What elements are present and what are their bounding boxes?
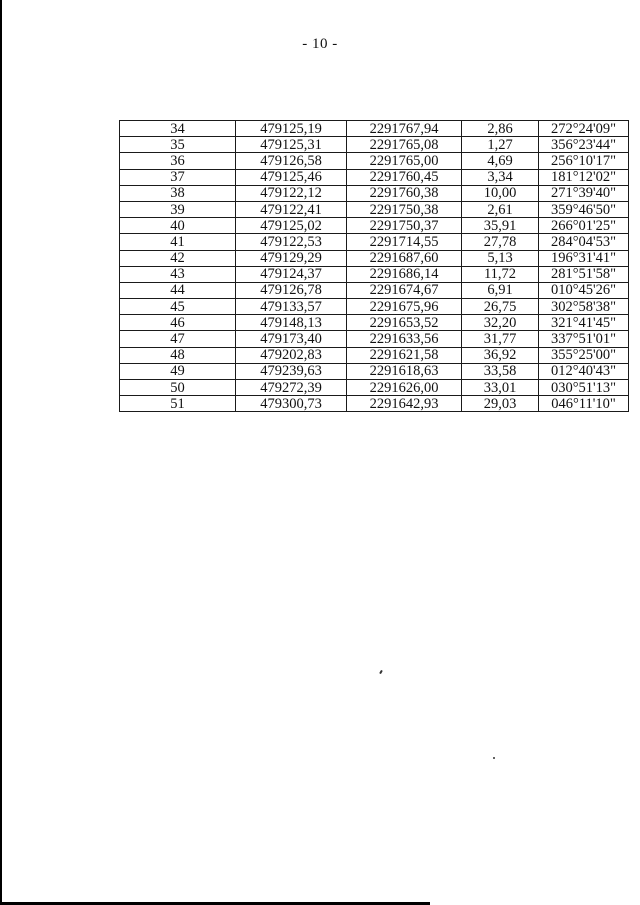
bearing-cell: 196°31'41" bbox=[539, 250, 629, 266]
point-number-cell: 50 bbox=[120, 380, 236, 396]
table-row bbox=[120, 137, 629, 153]
bearing-cell: 281°51'58" bbox=[539, 266, 629, 282]
table-row bbox=[120, 250, 629, 266]
x-coordinate-cell: 479126,58 bbox=[236, 153, 347, 169]
x-coordinate-cell: 479122,41 bbox=[236, 201, 347, 217]
length-cell: 4,69 bbox=[462, 153, 539, 169]
x-coordinate-cell: 479202,83 bbox=[236, 347, 347, 363]
bearing-cell: 046°11'10" bbox=[539, 396, 629, 412]
table-row bbox=[120, 331, 629, 347]
bearing-cell: 355°25'00" bbox=[539, 347, 629, 363]
length-cell: 33,01 bbox=[462, 380, 539, 396]
bearing-cell: 359°46'50" bbox=[539, 201, 629, 217]
y-coordinate-cell: 2291750,37 bbox=[347, 218, 462, 234]
x-coordinate-cell: 479125,46 bbox=[236, 169, 347, 185]
point-number-cell: 45 bbox=[120, 299, 236, 315]
table-row bbox=[120, 396, 629, 412]
bearing-cell: 010°45'26" bbox=[539, 282, 629, 298]
y-coordinate-cell: 2291760,45 bbox=[347, 169, 462, 185]
point-number-cell: 39 bbox=[120, 201, 236, 217]
y-coordinate-cell: 2291618,63 bbox=[347, 363, 462, 379]
bearing-cell: 256°10'17" bbox=[539, 153, 629, 169]
table-row bbox=[120, 299, 629, 315]
scan-speck bbox=[493, 757, 495, 759]
table-row bbox=[120, 121, 629, 137]
length-cell: 29,03 bbox=[462, 396, 539, 412]
y-coordinate-cell: 2291714,55 bbox=[347, 234, 462, 250]
point-number-cell: 38 bbox=[120, 185, 236, 201]
x-coordinate-cell: 479300,73 bbox=[236, 396, 347, 412]
length-cell: 31,77 bbox=[462, 331, 539, 347]
bearing-cell: 302°58'38" bbox=[539, 299, 629, 315]
coordinates-table bbox=[119, 120, 629, 412]
length-cell: 26,75 bbox=[462, 299, 539, 315]
y-coordinate-cell: 2291653,52 bbox=[347, 315, 462, 331]
x-coordinate-cell: 479133,57 bbox=[236, 299, 347, 315]
point-number-cell: 47 bbox=[120, 331, 236, 347]
y-coordinate-cell: 2291765,08 bbox=[347, 137, 462, 153]
table-row bbox=[120, 201, 629, 217]
length-cell: 10,00 bbox=[462, 185, 539, 201]
x-coordinate-cell: 479239,63 bbox=[236, 363, 347, 379]
y-coordinate-cell: 2291633,56 bbox=[347, 331, 462, 347]
table-row bbox=[120, 266, 629, 282]
y-coordinate-cell: 2291765,00 bbox=[347, 153, 462, 169]
bearing-cell: 012°40'43" bbox=[539, 363, 629, 379]
length-cell: 2,61 bbox=[462, 201, 539, 217]
y-coordinate-cell: 2291687,60 bbox=[347, 250, 462, 266]
table-row bbox=[120, 234, 629, 250]
x-coordinate-cell: 479126,78 bbox=[236, 282, 347, 298]
y-coordinate-cell: 2291686,14 bbox=[347, 266, 462, 282]
scan-speck bbox=[379, 670, 383, 674]
bearing-cell: 030°51'13" bbox=[539, 380, 629, 396]
y-coordinate-cell: 2291674,67 bbox=[347, 282, 462, 298]
table-row bbox=[120, 347, 629, 363]
bearing-cell: 337°51'01" bbox=[539, 331, 629, 347]
length-cell: 11,72 bbox=[462, 266, 539, 282]
point-number-cell: 48 bbox=[120, 347, 236, 363]
page-number: - 10 - bbox=[302, 36, 338, 52]
length-cell: 32,20 bbox=[462, 315, 539, 331]
length-cell: 36,92 bbox=[462, 347, 539, 363]
x-coordinate-cell: 479129,29 bbox=[236, 250, 347, 266]
y-coordinate-cell: 2291642,93 bbox=[347, 396, 462, 412]
bearing-cell: 272°24'09" bbox=[539, 121, 629, 137]
point-number-cell: 42 bbox=[120, 250, 236, 266]
y-coordinate-cell: 2291750,38 bbox=[347, 201, 462, 217]
length-cell: 35,91 bbox=[462, 218, 539, 234]
y-coordinate-cell: 2291760,38 bbox=[347, 185, 462, 201]
length-cell: 6,91 bbox=[462, 282, 539, 298]
x-coordinate-cell: 479124,37 bbox=[236, 266, 347, 282]
table-row bbox=[120, 169, 629, 185]
bearing-cell: 321°41'45" bbox=[539, 315, 629, 331]
point-number-cell: 44 bbox=[120, 282, 236, 298]
bearing-cell: 284°04'53" bbox=[539, 234, 629, 250]
x-coordinate-cell: 479125,02 bbox=[236, 218, 347, 234]
x-coordinate-cell: 479272,39 bbox=[236, 380, 347, 396]
point-number-cell: 40 bbox=[120, 218, 236, 234]
bearing-cell: 271°39'40" bbox=[539, 185, 629, 201]
table-row bbox=[120, 153, 629, 169]
x-coordinate-cell: 479173,40 bbox=[236, 331, 347, 347]
point-number-cell: 34 bbox=[120, 121, 236, 137]
x-coordinate-cell: 479148,13 bbox=[236, 315, 347, 331]
coordinates-table-body bbox=[120, 121, 629, 412]
scan-edge-left bbox=[0, 0, 2, 905]
table-row bbox=[120, 315, 629, 331]
y-coordinate-cell: 2291626,00 bbox=[347, 380, 462, 396]
table-row bbox=[120, 218, 629, 234]
length-cell: 5,13 bbox=[462, 250, 539, 266]
length-cell: 3,34 bbox=[462, 169, 539, 185]
bearing-cell: 266°01'25" bbox=[539, 218, 629, 234]
y-coordinate-cell: 2291767,94 bbox=[347, 121, 462, 137]
y-coordinate-cell: 2291621,58 bbox=[347, 347, 462, 363]
point-number-cell: 35 bbox=[120, 137, 236, 153]
x-coordinate-cell: 479122,12 bbox=[236, 185, 347, 201]
bearing-cell: 356°23'44" bbox=[539, 137, 629, 153]
length-cell: 27,78 bbox=[462, 234, 539, 250]
point-number-cell: 37 bbox=[120, 169, 236, 185]
point-number-cell: 43 bbox=[120, 266, 236, 282]
table-row bbox=[120, 363, 629, 379]
x-coordinate-cell: 479125,31 bbox=[236, 137, 347, 153]
table-row bbox=[120, 185, 629, 201]
length-cell: 1,27 bbox=[462, 137, 539, 153]
y-coordinate-cell: 2291675,96 bbox=[347, 299, 462, 315]
length-cell: 2,86 bbox=[462, 121, 539, 137]
point-number-cell: 51 bbox=[120, 396, 236, 412]
point-number-cell: 49 bbox=[120, 363, 236, 379]
point-number-cell: 46 bbox=[120, 315, 236, 331]
point-number-cell: 41 bbox=[120, 234, 236, 250]
table-row bbox=[120, 380, 629, 396]
table-row bbox=[120, 282, 629, 298]
x-coordinate-cell: 479125,19 bbox=[236, 121, 347, 137]
x-coordinate-cell: 479122,53 bbox=[236, 234, 347, 250]
point-number-cell: 36 bbox=[120, 153, 236, 169]
length-cell: 33,58 bbox=[462, 363, 539, 379]
bearing-cell: 181°12'02" bbox=[539, 169, 629, 185]
